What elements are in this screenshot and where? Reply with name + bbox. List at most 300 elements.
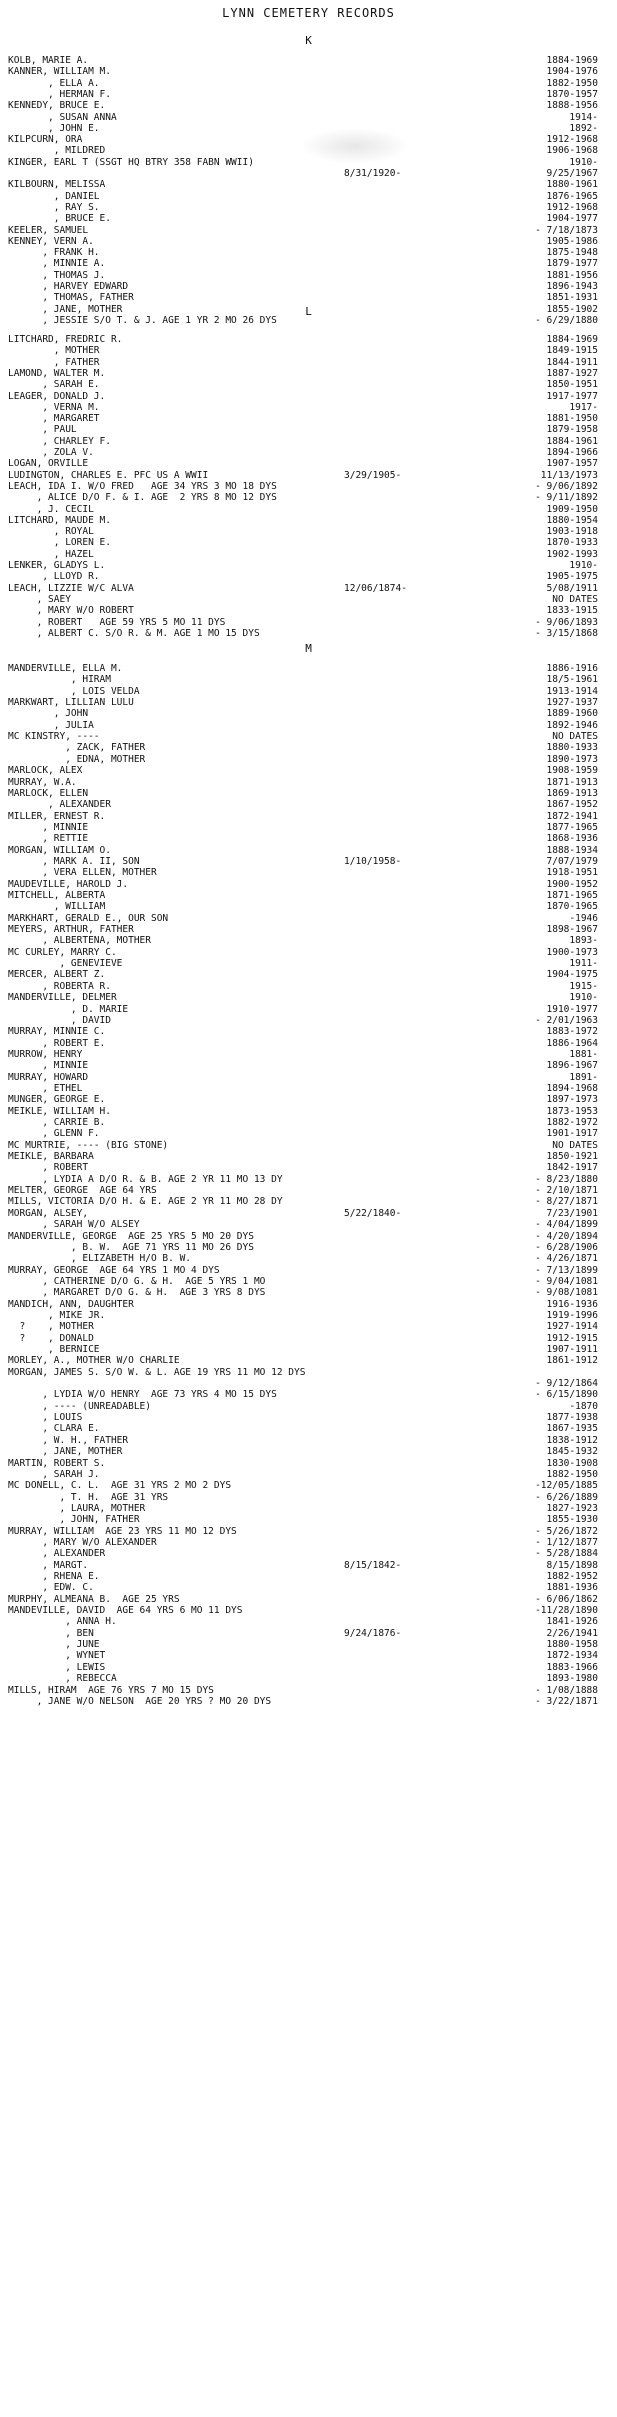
record-row xyxy=(8,168,608,179)
record-dates: - 9/08/1081 xyxy=(535,1287,598,1298)
record-row xyxy=(8,270,608,281)
record-name: MC DONELL, C. L. AGE 31 YRS 2 MO 2 DYS xyxy=(8,1480,232,1491)
record-dates: 1912-1968 xyxy=(546,202,598,213)
record-row xyxy=(8,1219,608,1230)
record-dates: 1849-1915 xyxy=(546,345,598,356)
record-row xyxy=(8,379,608,390)
record-row xyxy=(8,1696,608,1707)
record-row xyxy=(8,1072,608,1083)
record-row xyxy=(8,1446,608,1457)
record-name: , SARAH W/O ALSEY xyxy=(8,1219,140,1230)
record-name: , LOREN E. xyxy=(8,537,111,548)
record-dates: 1850-1951 xyxy=(546,379,598,390)
record-row xyxy=(8,1140,608,1151)
record-name: ? , MOTHER xyxy=(8,1321,94,1332)
record-dates: 1890-1973 xyxy=(546,754,598,765)
record-row xyxy=(8,663,608,674)
record-name: , LYDIA A D/O R. & B. AGE 2 YR 11 MO 13 DY xyxy=(8,1174,283,1185)
record-row xyxy=(8,742,608,753)
record-dates: 1877-1938 xyxy=(546,1412,598,1423)
record-name: , FATHER xyxy=(8,357,100,368)
record-name: , HARVEY EDWARD xyxy=(8,281,129,292)
record-row xyxy=(8,1492,608,1503)
record-name: KOLB, MARIE A. xyxy=(8,55,89,66)
record-name: , WYNET xyxy=(8,1650,106,1661)
record-row xyxy=(8,1628,608,1639)
record-name: , ---- (UNREADABLE) xyxy=(8,1401,151,1412)
record-row xyxy=(8,191,608,202)
record-row xyxy=(8,1605,608,1616)
record-row xyxy=(8,1616,608,1627)
record-dates: 1888-1956 xyxy=(546,100,598,111)
record-row xyxy=(8,628,608,639)
record-name: , CLARA E. xyxy=(8,1423,100,1434)
record-row xyxy=(8,537,608,548)
record-dates: 1883-1966 xyxy=(546,1662,598,1673)
record-row xyxy=(8,1469,608,1480)
record-row xyxy=(8,720,608,731)
record-row xyxy=(8,157,608,168)
record-name: , CHARLEY F. xyxy=(8,436,111,447)
record-row xyxy=(8,470,608,481)
record-row xyxy=(8,811,608,822)
record-dates: 1911- xyxy=(569,958,598,969)
record-name: , ZOLA V. xyxy=(8,447,94,458)
record-row xyxy=(8,112,608,123)
record-dates: -11/28/1890 xyxy=(535,1605,598,1616)
record-row xyxy=(8,845,608,856)
record-dates: 1884-1961 xyxy=(546,436,598,447)
record-name: MURRAY, MINNIE C. xyxy=(8,1026,106,1037)
record-row xyxy=(8,1571,608,1582)
record-dates: - 4/26/1871 xyxy=(535,1253,598,1264)
record-name: MUNGER, GEORGE E. xyxy=(8,1094,106,1105)
record-dates: 1888-1934 xyxy=(546,845,598,856)
record-name: , JUNE xyxy=(8,1639,100,1650)
record-name: , SARAH J. xyxy=(8,1469,100,1480)
record-name: , GENEVIEVE xyxy=(8,958,123,969)
record-dates: 1886-1916 xyxy=(546,663,598,674)
record-name: KENNEDY, BRUCE E. xyxy=(8,100,106,111)
record-row xyxy=(8,1480,608,1491)
record-name: MILLS, HIRAM AGE 76 YRS 7 MO 15 DYS xyxy=(8,1685,214,1696)
record-name: MORGAN, JAMES S. S/O W. & L. AGE 19 YRS 11 MO 12 DYS xyxy=(8,1367,306,1378)
record-name: , ALBERTENA, MOTHER xyxy=(8,935,151,946)
record-name: , ALEXANDER xyxy=(8,1548,106,1559)
record-row xyxy=(8,1310,608,1321)
record-name: , ELIZABETH H/O B. W. xyxy=(8,1253,192,1264)
record-dates: 1902-1993 xyxy=(546,549,598,560)
record-row xyxy=(8,1333,608,1344)
record-row xyxy=(8,1355,608,1366)
record-dates: 1879-1958 xyxy=(546,424,598,435)
record-dates: 1867-1935 xyxy=(546,1423,598,1434)
record-dates: 1893- xyxy=(569,935,598,946)
record-dates: 1915- xyxy=(569,981,598,992)
record-row xyxy=(8,334,608,345)
record-dates: 1879-1977 xyxy=(546,258,598,269)
record-name: MORGAN, WILLIAM O. xyxy=(8,845,111,856)
record-name: , RHENA E. xyxy=(8,1571,100,1582)
record-name: LEAGER, DONALD J. xyxy=(8,391,106,402)
record-row xyxy=(8,617,608,628)
record-name: , THOMAS, FATHER xyxy=(8,292,134,303)
record-dates: 1917- xyxy=(569,402,598,413)
record-name: LUDINGTON, CHARLES E. PFC US A WWII xyxy=(8,470,209,481)
record-name: LOGAN, ORVILLE xyxy=(8,458,89,469)
record-row xyxy=(8,686,608,697)
record-dates: 1918-1951 xyxy=(546,867,598,878)
record-row xyxy=(8,134,608,145)
record-dates: - 5/28/1884 xyxy=(535,1548,598,1559)
record-row xyxy=(8,1514,608,1525)
record-birth-date: 1/10/1958- xyxy=(344,856,402,867)
record-row xyxy=(8,447,608,458)
record-dates: 1883-1972 xyxy=(546,1026,598,1037)
record-row xyxy=(8,1673,608,1684)
record-dates: 1842-1917 xyxy=(546,1162,598,1173)
record-name: , DANIEL xyxy=(8,191,100,202)
record-name: , HERMAN F. xyxy=(8,89,111,100)
record-dates: 1871-1913 xyxy=(546,777,598,788)
record-row xyxy=(8,1435,608,1446)
record-row xyxy=(8,1060,608,1071)
record-row xyxy=(8,1151,608,1162)
record-name: , MILDRED xyxy=(8,145,106,156)
record-name: , MARY W/O ROBERT xyxy=(8,605,134,616)
record-row xyxy=(8,515,608,526)
record-dates: -1946 xyxy=(569,913,598,924)
record-dates: 1892-1946 xyxy=(546,720,598,731)
record-row xyxy=(8,225,608,236)
record-dates: 1909-1950 xyxy=(546,504,598,515)
record-dates: 1927-1937 xyxy=(546,697,598,708)
record-name: MEIKLE, BARBARA xyxy=(8,1151,94,1162)
record-row xyxy=(8,913,608,924)
record-dates: 1894-1968 xyxy=(546,1083,598,1094)
record-name: , BEN xyxy=(8,1628,94,1639)
record-row xyxy=(8,901,608,912)
record-row xyxy=(8,179,608,190)
record-row xyxy=(8,413,608,424)
record-dates: 1882-1950 xyxy=(546,1469,598,1480)
record-dates: - 6/15/1890 xyxy=(535,1389,598,1400)
record-name: , BERNICE xyxy=(8,1344,100,1355)
record-row xyxy=(8,765,608,776)
record-name: MITCHELL, ALBERTA xyxy=(8,890,106,901)
record-row xyxy=(8,213,608,224)
record-name: , MINNIE xyxy=(8,1060,89,1071)
record-name: MURRAY, GEORGE AGE 64 YRS 1 MO 4 DYS xyxy=(8,1265,220,1276)
record-dates: - 7/13/1899 xyxy=(535,1265,598,1276)
record-name: , MINNIE A. xyxy=(8,258,106,269)
record-name: , JOHN E. xyxy=(8,123,100,134)
record-name: ? , DONALD xyxy=(8,1333,94,1344)
record-row xyxy=(8,1185,608,1196)
record-name: , MINNIE xyxy=(8,822,89,833)
record-dates: 1907-1957 xyxy=(546,458,598,469)
record-dates: 1887-1927 xyxy=(546,368,598,379)
record-name: , RAY S. xyxy=(8,202,100,213)
record-dates: 1896-1967 xyxy=(546,1060,598,1071)
record-dates: 1833-1915 xyxy=(546,605,598,616)
record-name: MANDERVILLE, ELLA M. xyxy=(8,663,123,674)
record-row xyxy=(8,549,608,560)
record-name: LAMOND, WALTER M. xyxy=(8,368,106,379)
record-name: , MOTHER xyxy=(8,345,100,356)
record-name: , SARAH E. xyxy=(8,379,100,390)
record-row xyxy=(8,1423,608,1434)
record-row xyxy=(8,1004,608,1015)
record-dates: NO DATES xyxy=(552,731,598,742)
record-row xyxy=(8,697,608,708)
record-dates: 1876-1965 xyxy=(546,191,598,202)
record-row xyxy=(8,458,608,469)
record-row xyxy=(8,1276,608,1287)
record-name: MANDEVILLE, DAVID AGE 64 YRS 6 MO 11 DYS xyxy=(8,1605,243,1616)
record-row xyxy=(8,1503,608,1514)
record-dates: 1912-1968 xyxy=(546,134,598,145)
record-dates: 18/5-1961 xyxy=(546,674,598,685)
record-dates: - 2/10/1871 xyxy=(535,1185,598,1196)
record-dates: 1886-1964 xyxy=(546,1038,598,1049)
record-dates: 1855-1902 xyxy=(546,304,598,315)
record-row xyxy=(8,1083,608,1094)
record-row xyxy=(8,292,608,303)
record-name: , DAVID xyxy=(8,1015,111,1026)
record-dates: -1870 xyxy=(569,1401,598,1412)
record-row xyxy=(8,924,608,935)
record-row xyxy=(8,1526,608,1537)
record-dates: 9/25/1967 xyxy=(546,168,598,179)
record-name: , HAZEL xyxy=(8,549,94,560)
record-name: MC KINSTRY, ---- xyxy=(8,731,100,742)
record-name: MARLOCK, ALEX xyxy=(8,765,83,776)
record-name: LITCHARD, FREDRIC R. xyxy=(8,334,123,345)
record-dates: 1889-1960 xyxy=(546,708,598,719)
record-row xyxy=(8,281,608,292)
record-name: LENKER, GLADYS L. xyxy=(8,560,106,571)
record-dates: 1872-1941 xyxy=(546,811,598,822)
record-dates: 1882-1950 xyxy=(546,78,598,89)
record-dates: 7/07/1979 xyxy=(546,856,598,867)
record-dates: NO DATES xyxy=(552,594,598,605)
record-row xyxy=(8,1662,608,1673)
record-dates: 1884-1969 xyxy=(546,55,598,66)
record-row xyxy=(8,1253,608,1264)
record-row xyxy=(8,879,608,890)
record-dates: 11/13/1973 xyxy=(540,470,598,481)
record-name: MURRAY, HOWARD xyxy=(8,1072,89,1083)
record-dates: 1898-1967 xyxy=(546,924,598,935)
record-row xyxy=(8,1560,608,1571)
record-dates: 1917-1977 xyxy=(546,391,598,402)
record-name: , MARGARET D/O G. & H. AGE 3 YRS 8 DYS xyxy=(8,1287,266,1298)
record-dates: 1880-1954 xyxy=(546,515,598,526)
record-name: , PAUL xyxy=(8,424,77,435)
record-row xyxy=(8,1412,608,1423)
record-name: MC MURTRIE, ---- (BIG STONE) xyxy=(8,1140,169,1151)
record-dates: 1894-1966 xyxy=(546,447,598,458)
record-row xyxy=(8,1117,608,1128)
record-row xyxy=(8,1106,608,1117)
record-dates: - 6/29/1880 xyxy=(535,315,598,326)
record-name: MAUDEVILLE, HAROLD J. xyxy=(8,879,129,890)
record-row xyxy=(8,777,608,788)
record-dates: 5/08/1911 xyxy=(546,583,598,594)
record-name: , JOHN, FATHER xyxy=(8,1514,140,1525)
record-dates: - 5/26/1872 xyxy=(535,1526,598,1537)
record-row xyxy=(8,1026,608,1037)
record-dates: - 6/28/1906 xyxy=(535,1242,598,1253)
record-row xyxy=(8,1208,608,1219)
record-row xyxy=(8,402,608,413)
record-dates: - 1/12/1877 xyxy=(535,1537,598,1548)
record-dates: 1913-1914 xyxy=(546,686,598,697)
record-row xyxy=(8,1537,608,1548)
record-name: MARTIN, ROBERT S. xyxy=(8,1458,106,1469)
record-dates: 1851-1931 xyxy=(546,292,598,303)
record-name: , LLOYD R. xyxy=(8,571,100,582)
record-dates: 1838-1912 xyxy=(546,1435,598,1446)
record-row xyxy=(8,958,608,969)
record-dates: - 1/08/1888 xyxy=(535,1685,598,1696)
record-row xyxy=(8,1344,608,1355)
record-dates: 1881-1956 xyxy=(546,270,598,281)
record-name: , T. H. AGE 31 YRS xyxy=(8,1492,169,1503)
record-dates: 1905-1975 xyxy=(546,571,598,582)
record-name: , JOHN xyxy=(8,708,89,719)
record-name: , ROBERTA R. xyxy=(8,981,111,992)
record-dates: - 4/20/1894 xyxy=(535,1231,598,1242)
record-row xyxy=(8,788,608,799)
record-row xyxy=(8,368,608,379)
record-row xyxy=(8,1174,608,1185)
record-row xyxy=(8,526,608,537)
record-row xyxy=(8,424,608,435)
record-name: , THOMAS J. xyxy=(8,270,106,281)
record-dates: 1880-1961 xyxy=(546,179,598,190)
record-name: MURPHY, ALMEANA B. AGE 25 YRS xyxy=(8,1594,180,1605)
record-row xyxy=(8,1162,608,1173)
record-row xyxy=(8,1582,608,1593)
record-name: , ALICE D/O F. & I. AGE 2 YRS 8 MO 12 DYS xyxy=(8,492,277,503)
record-name: , MARY W/O ALEXANDER xyxy=(8,1537,157,1548)
record-name: , ANNA H. xyxy=(8,1616,117,1627)
record-name: , LOIS VELDA xyxy=(8,686,140,697)
record-row xyxy=(8,1378,608,1389)
record-name: KILBOURN, MELISSA xyxy=(8,179,106,190)
record-dates: 1903-1918 xyxy=(546,526,598,537)
record-dates: 1927-1914 xyxy=(546,1321,598,1332)
record-birth-date: 5/22/1840- xyxy=(344,1208,402,1219)
record-row xyxy=(8,1401,608,1412)
record-name: , B. W. AGE 71 YRS 11 MO 26 DYS xyxy=(8,1242,254,1253)
record-name: , MARK A. II, SON xyxy=(8,856,140,867)
record-name: , SUSAN ANNA xyxy=(8,112,117,123)
record-row xyxy=(8,1639,608,1650)
record-row xyxy=(8,1650,608,1661)
record-row xyxy=(8,100,608,111)
record-dates: 1871-1965 xyxy=(546,890,598,901)
record-name: , MIKE JR. xyxy=(8,1310,106,1321)
record-dates: 1907-1911 xyxy=(546,1344,598,1355)
record-name: MORLEY, A., MOTHER W/O CHARLIE xyxy=(8,1355,180,1366)
record-name: MC CURLEY, MARRY C. xyxy=(8,947,117,958)
record-row xyxy=(8,1265,608,1276)
record-dates: 1914- xyxy=(569,112,598,123)
record-row xyxy=(8,202,608,213)
section-letter: K xyxy=(305,34,312,47)
record-dates: 1916-1936 xyxy=(546,1299,598,1310)
record-row xyxy=(8,1389,608,1400)
record-row xyxy=(8,947,608,958)
record-row xyxy=(8,1094,608,1105)
record-name: , CATHERINE D/O G. & H. AGE 5 YRS 1 MO xyxy=(8,1276,266,1287)
record-birth-date: 12/06/1874- xyxy=(344,583,407,594)
record-row xyxy=(8,754,608,765)
record-row xyxy=(8,55,608,66)
record-name: KENNEY, VERN A. xyxy=(8,236,94,247)
record-row xyxy=(8,123,608,134)
record-dates: - 6/26/1889 xyxy=(535,1492,598,1503)
record-row xyxy=(8,1367,608,1378)
record-name: MILLER, ERNEST R. xyxy=(8,811,106,822)
record-row xyxy=(8,1049,608,1060)
record-row xyxy=(8,1128,608,1139)
record-name: MARLOCK, ELLEN xyxy=(8,788,89,799)
record-dates: 7/23/1901 xyxy=(546,1208,598,1219)
record-row xyxy=(8,1321,608,1332)
record-dates: 1881-1950 xyxy=(546,413,598,424)
record-row xyxy=(8,890,608,901)
record-row xyxy=(8,78,608,89)
record-name: , J. CECIL xyxy=(8,504,94,515)
record-dates: 1896-1943 xyxy=(546,281,598,292)
record-dates: 1841-1926 xyxy=(546,1616,598,1627)
record-dates: 1882-1972 xyxy=(546,1117,598,1128)
record-dates: 1880-1958 xyxy=(546,1639,598,1650)
record-name: , ROBERT E. xyxy=(8,1038,106,1049)
record-dates: - 7/18/1873 xyxy=(535,225,598,236)
record-row xyxy=(8,89,608,100)
record-dates: - 4/04/1899 xyxy=(535,1219,598,1230)
record-row xyxy=(8,247,608,258)
record-dates: 1910-1977 xyxy=(546,1004,598,1015)
record-row xyxy=(8,1287,608,1298)
record-dates: 1868-1936 xyxy=(546,833,598,844)
record-name: , JANE, MOTHER xyxy=(8,1446,123,1457)
record-dates: 1901-1917 xyxy=(546,1128,598,1139)
record-dates: 1882-1952 xyxy=(546,1571,598,1582)
record-row xyxy=(8,1196,608,1207)
record-dates: 1850-1921 xyxy=(546,1151,598,1162)
record-name: , LOUIS xyxy=(8,1412,83,1423)
record-name: , SAEY xyxy=(8,594,71,605)
record-name: , JANE W/O NELSON AGE 20 YRS ? MO 20 DYS xyxy=(8,1696,272,1707)
record-dates: 8/15/1898 xyxy=(546,1560,598,1571)
record-name: , ZACK, FATHER xyxy=(8,742,146,753)
record-name: , EDW. C. xyxy=(8,1582,94,1593)
record-dates: 1904-1977 xyxy=(546,213,598,224)
record-dates: 1884-1969 xyxy=(546,334,598,345)
record-name: , MARGT. xyxy=(8,1560,89,1571)
record-name: MORGAN, ALSEY, xyxy=(8,1208,89,1219)
record-row xyxy=(8,731,608,742)
record-dates: 1869-1913 xyxy=(546,788,598,799)
record-row xyxy=(8,833,608,844)
record-row xyxy=(8,1594,608,1605)
